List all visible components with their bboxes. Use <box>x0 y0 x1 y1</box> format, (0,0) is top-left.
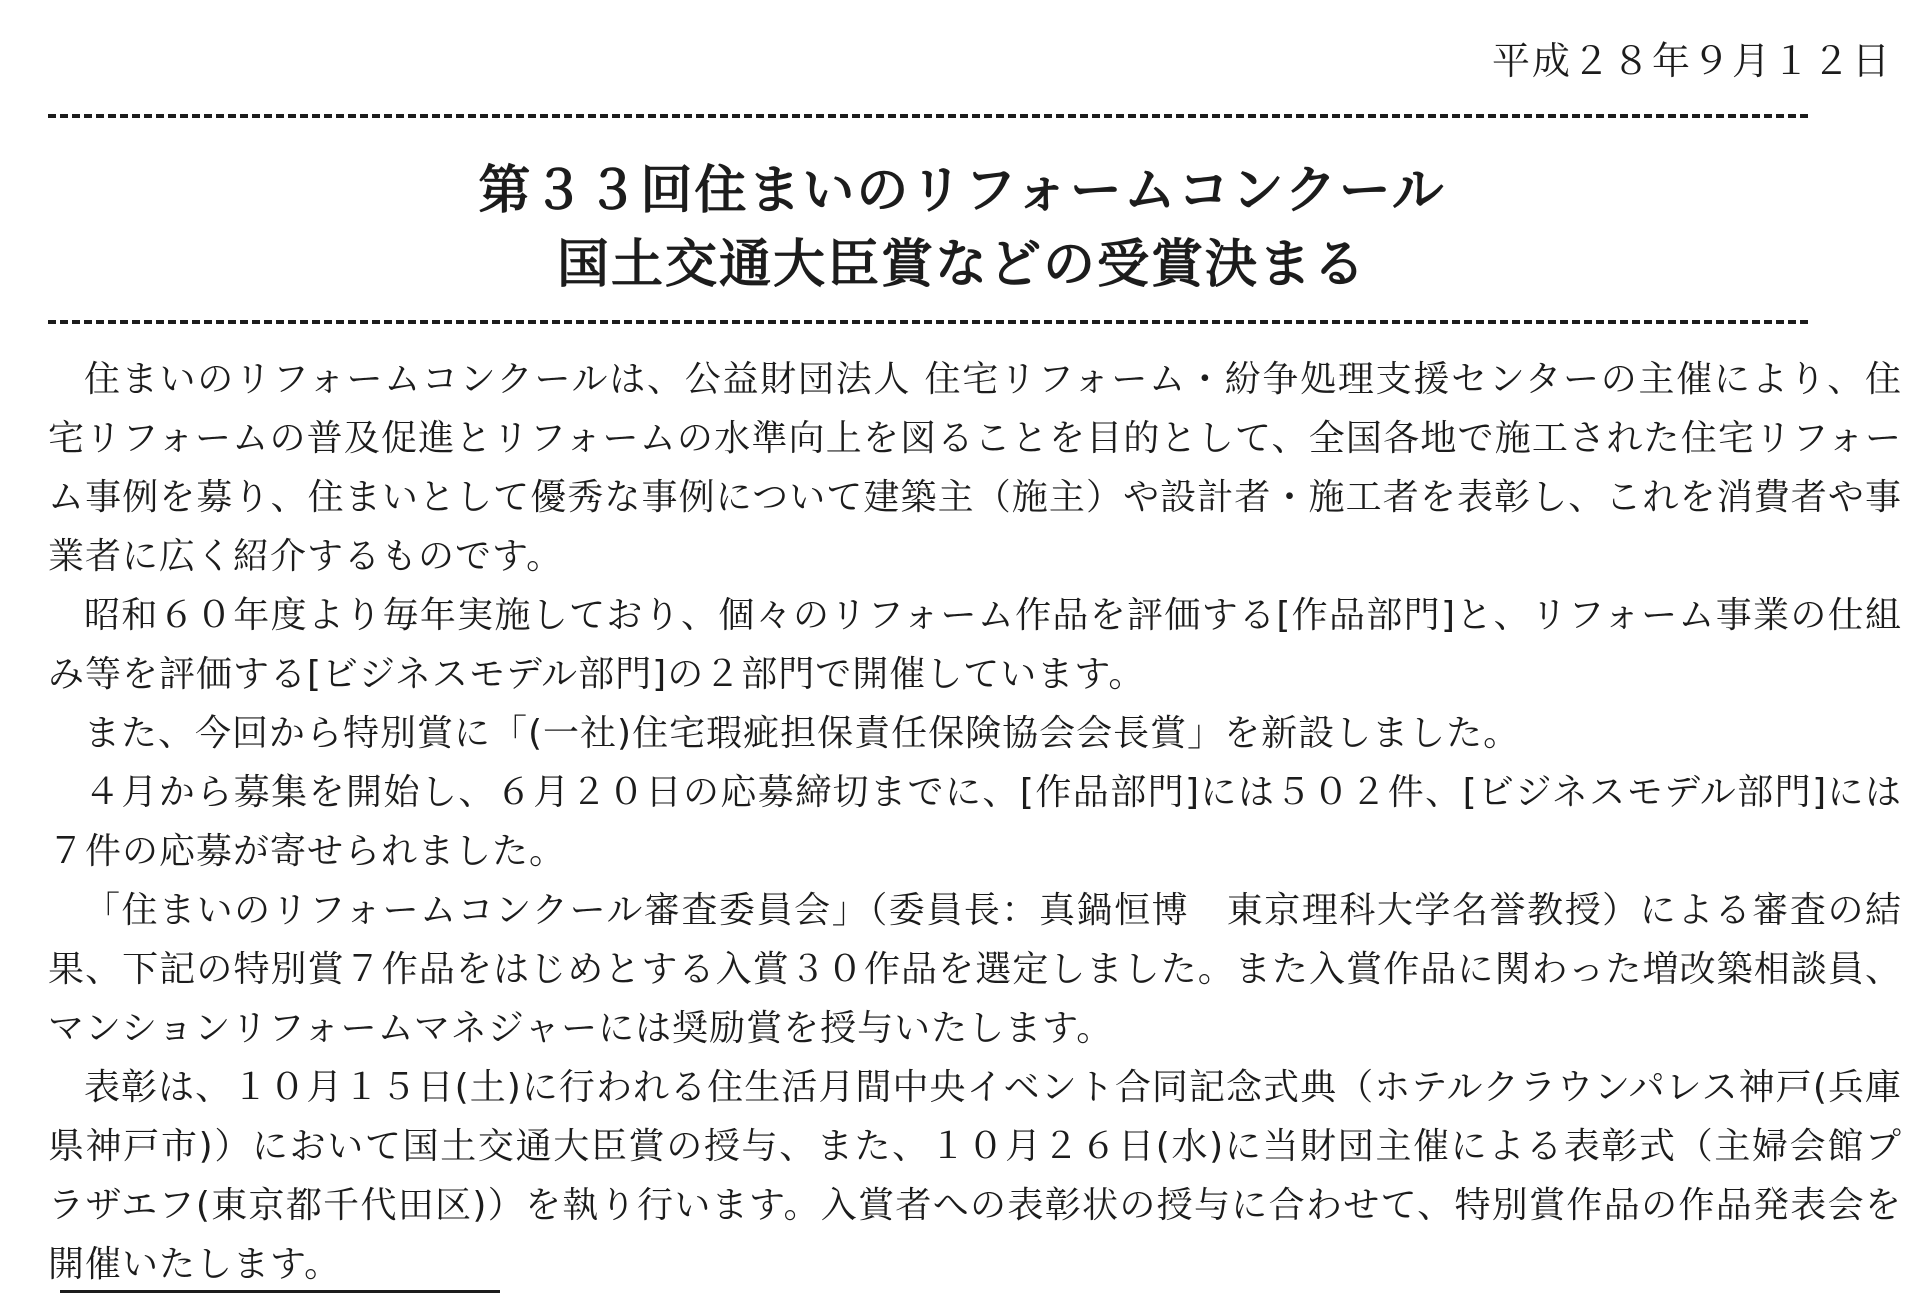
paragraph-1: 住まいのリフォームコンクールは、公益財団法人 住宅リフォーム・紛争処理支援センターの主催により、住宅リフォームの普及促進とリフォームの水準向上を図ることを目的として、全国各地で施工された住宅リフォーム事例を募り、住まいとして優秀な事例について建築主（施主）や設計者・施工者を表彰し、これを消費者や事業者に広く紹介するものです。 <box>48 359 1902 577</box>
paragraph-5: 「住まいのリフォームコンクール審査委員会」（委員長：真鍋恒博 東京理科大学名誉教授）による審査の結果、下記の特別賞７作品をはじめとする入賞３０作品を選定しました。また入賞作品に関わった増改築相談員、マンションリフォームマネジャーには奨励賞を授与いたします。 <box>48 890 1903 1049</box>
paragraph-4: ４月から募集を開始し、６月２０日の応募締切までに、[作品部門]には５０２件、[ビジネスモデル部門]には７件の応募が寄せられました。 <box>48 772 1902 872</box>
dashed-divider-top <box>48 114 1808 118</box>
paragraph-2: 昭和６０年度より毎年実施しており、個々のリフォーム作品を評価する[作品部門]と、リフォーム事業の仕組み等を評価する[ビジネスモデル部門]の２部門で開催しています。 <box>48 595 1902 695</box>
headline-line-1: 第３３回住まいのリフォームコンクール <box>478 161 1446 221</box>
body-text <box>48 350 1902 1294</box>
issue-date: 平成２８年９月１２日 <box>1491 39 1892 83</box>
footer-underline <box>60 1290 500 1293</box>
paragraph-6: 表彰は、１０月１５日(土)に行われる住生活月間中央イベント合同記念式典（ホテルクラウンパレス神戸(兵庫県神戸市)）において国土交通大臣賞の授与、また、１０月２６日(水)に当財団主催による表彰式（主婦会館プラザエフ(東京都千代田区)）を執り行います。入賞者への表彰状の授与に合わせて、特別賞作品の作品発表会を開催いたします。 <box>48 1067 1902 1285</box>
paragraph-3: また、今回から特別賞に「(一社)住宅瑕疵担保責任保険協会会長賞」を新設しました。 <box>84 713 1521 754</box>
headline-line-2: 国土交通大臣賞などの受賞決まる <box>556 235 1367 295</box>
dashed-divider-bottom <box>48 320 1808 324</box>
